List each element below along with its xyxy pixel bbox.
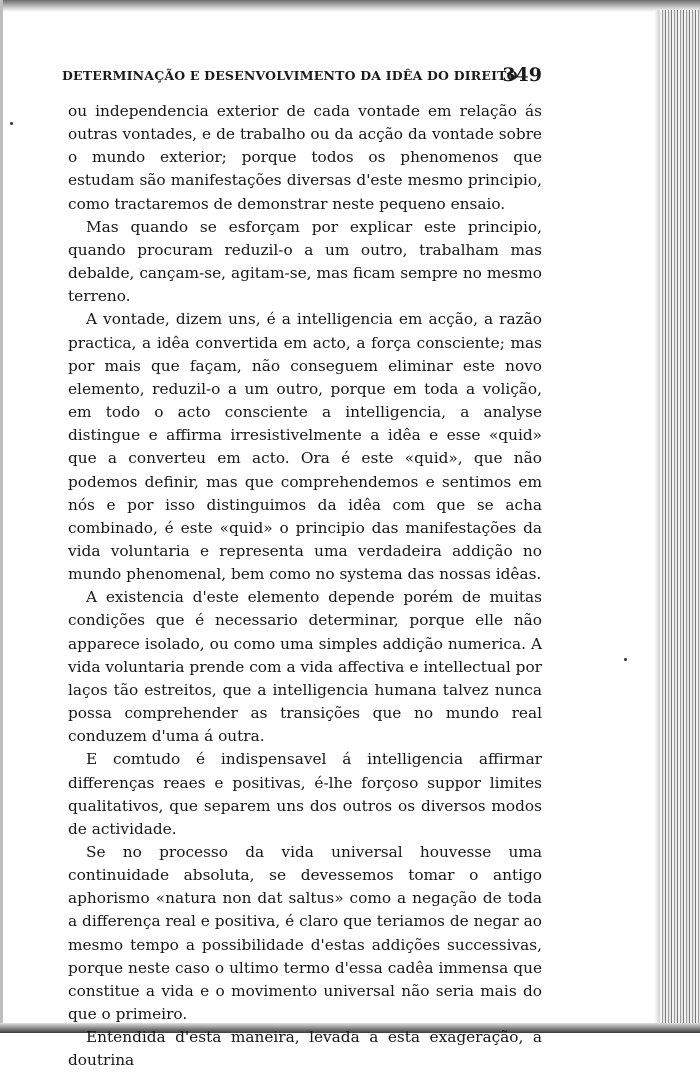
page-number: 349 (502, 64, 542, 86)
body-text (68, 100, 542, 1073)
paragraph: Entendida d'esta maneira, levada a esta exageração, a doutrina (68, 1028, 542, 1070)
running-header (62, 64, 542, 88)
paragraph: A vontade, dizem uns, é a intelligencia em acção, a razão practica, a idêa convertida em acto, a força consciente; mas por mais que façam, não conseguem eliminar este novo elemento, reduzil-o a um outro, porque em toda a volição, em todo o acto consciente a intelligencia, a analyse distingue e affirma irresistivelmente a idêa e esse «quid» que a converteu em acto. Ora é este «quid», que não podemos definir, mas que comprehendemos e sentimos em nós e por isso distinguimos da idêa com que se acha combinado, é este «quid» o principio das manifestações da vida voluntaria e representa uma verdadeira addição no mundo phenomenal, bem como no systema das nossas idêas. (68, 310, 542, 584)
speck-mark (624, 658, 627, 661)
speck-mark (10, 122, 13, 125)
top-scan-shadow (0, 0, 700, 12)
paragraph: Mas quando se esforçam por explicar este principio, quando procuram reduzil-o a um outro, trabalham mas debalde, cançam-se, agitam-se, mas ficam sempre no mesmo terreno. (68, 217, 542, 306)
paragraph: E comtudo é indispensavel á intelligencia affirmar differenças reaes e positivas, é-lhe forçoso suppor limites qualitativos, que separem uns dos outros os diversos modos de actividade. (68, 750, 542, 838)
paragraph: A existencia d'este elemento depende porém de muitas condições que é necessario determinar, porque elle não apparece isolado, ou como uma simples addição numerica. A vida voluntaria prende com a vida affectiva e intellectual por laços tão estreitos, que a intelligencia humana talvez nunca possa comprehender as transições que no mundo real conduzem d'uma á outra. (68, 588, 542, 746)
paragraph: ou independencia exterior de cada vontade em relação ás outras vontades, e de trabalho ou da acção da vontade sobre o mundo exterior; porque todos os phenomenos que estudam são manifestações diversas d'este mesmo principio, como tractaremos de demonstrar neste pequeno ensaio. (68, 102, 542, 213)
stacked-page-edges (660, 10, 700, 1023)
paragraph: Se no processo da vida universal houvesse uma continuidade absoluta, se devessemos tomar o antigo aphorismo «natura non dat saltus» como a negação de toda a differença real e positiva, é claro que teriamos de negar ao mesmo tempo a possibilidade d'estas addições successivas, porque neste caso o ultimo termo d'essa cadêa immensa que constitue a vida e o movimento universal não seria mais do que o primeiro. (68, 843, 542, 1024)
running-title: DETERMINAÇÃO E DESENVOLVIMENTO DA IDÊA DO DIREITO (62, 68, 518, 83)
left-page-edge (0, 0, 3, 1033)
